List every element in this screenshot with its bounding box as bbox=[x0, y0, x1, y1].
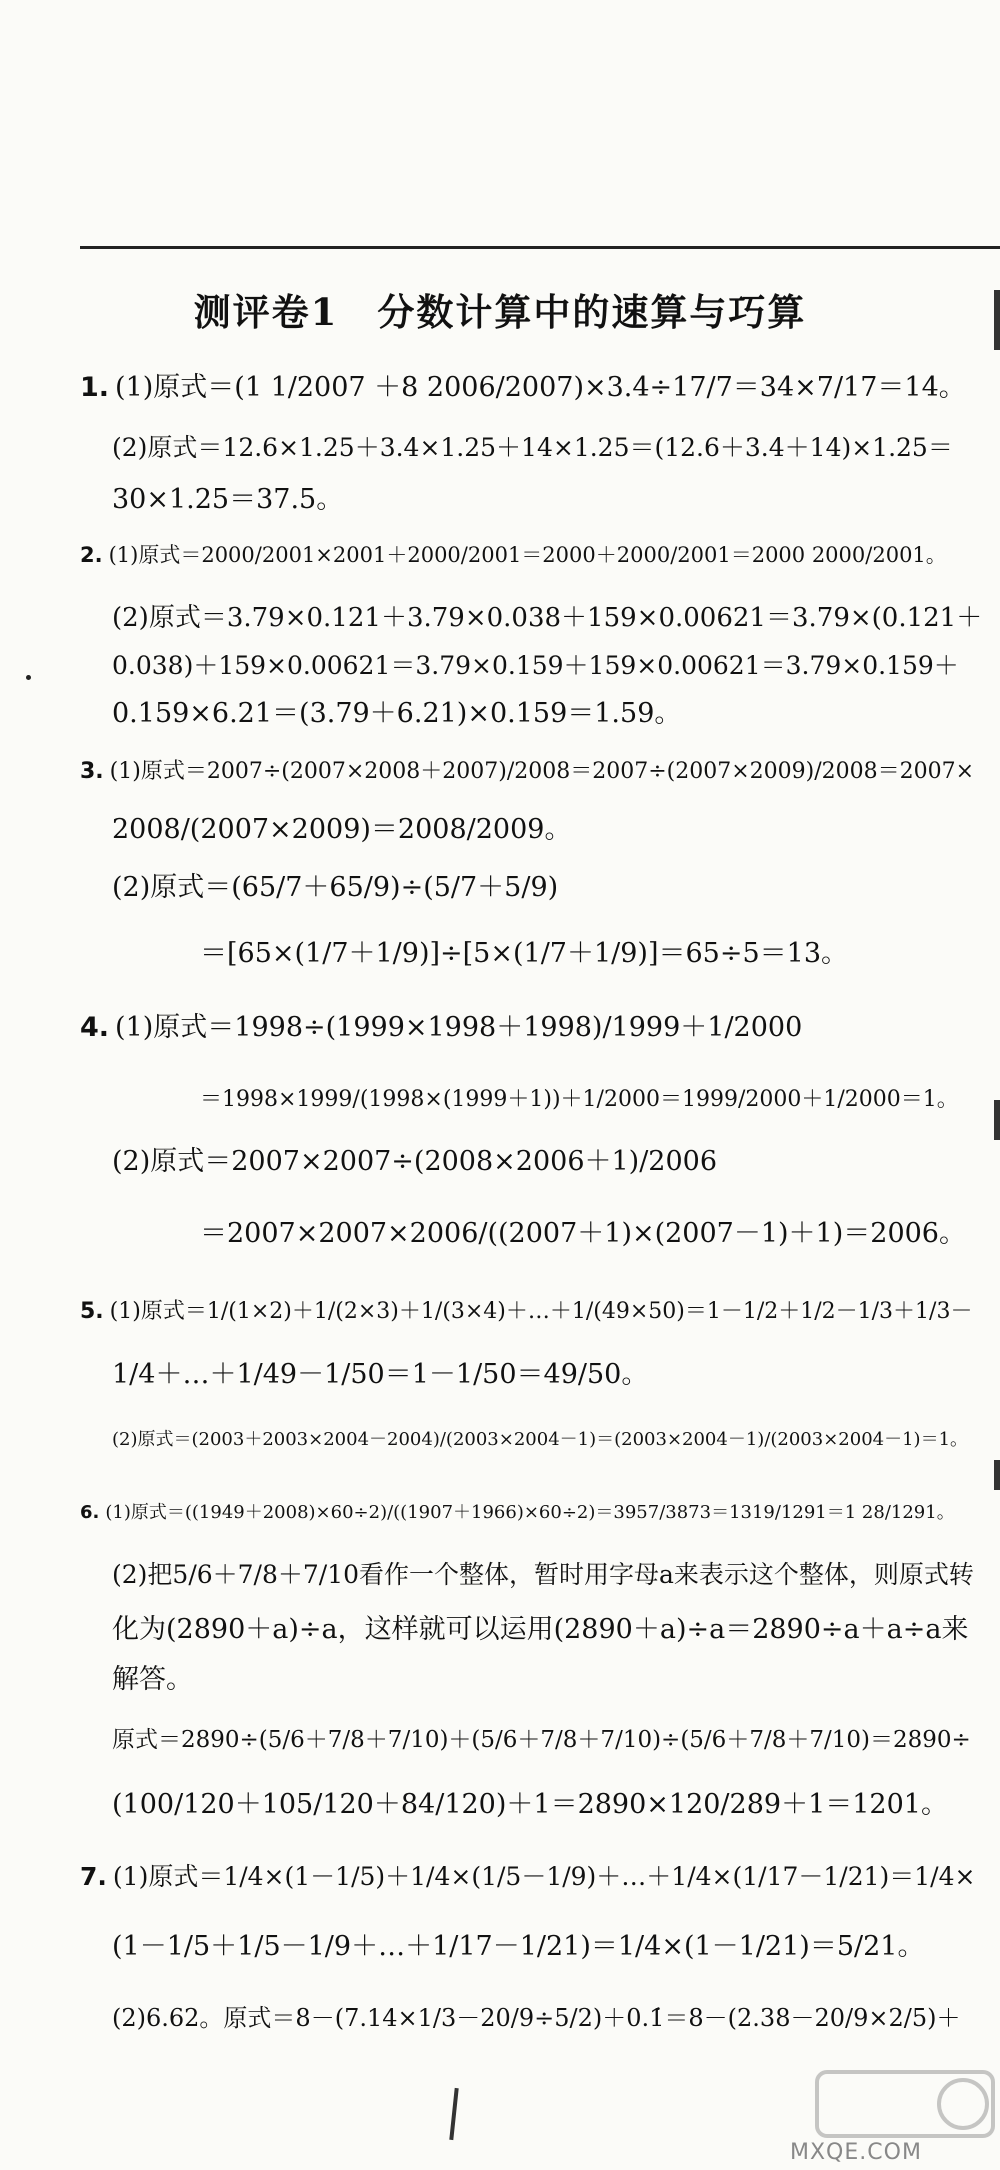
question-number: 3. bbox=[80, 759, 104, 784]
scan-edge bbox=[994, 1100, 1000, 1140]
answer-text: (1)原式＝2000/2001×2001＋2000/2001＝2000＋2000/2001＝2000 2000/2001。 bbox=[108, 543, 947, 567]
answer-line bbox=[80, 1292, 972, 1332]
answer-text: (1)原式＝1/(1×2)＋1/(2×3)＋1/(3×4)＋…＋1/(49×50)＝1－1/2＋1/2－1/3＋1/3－ bbox=[109, 1299, 973, 1324]
answer-line bbox=[80, 1857, 975, 1897]
scan-edge bbox=[994, 290, 1000, 350]
watermark-text: MXQE.COM bbox=[790, 2140, 922, 2165]
answer-line bbox=[112, 646, 959, 686]
question-number: 7. bbox=[80, 1862, 107, 1891]
answer-text: ＝1998×1999/(1998×(1999＋1))＋1/2000＝1999/2000＋1/2000＝1。 bbox=[200, 1087, 959, 1112]
page-title: 测评卷1 分数计算中的速算与巧算 bbox=[193, 290, 807, 334]
answer-line bbox=[112, 480, 343, 520]
answer-text: (2)原式＝(2003＋2003×2004－2004)/(2003×2004－1)＝(2003×2004－1)/(2003×2004－1)＝1。 bbox=[112, 1429, 969, 1450]
scan-edge bbox=[994, 1460, 1000, 1490]
pen-stroke bbox=[449, 2088, 458, 2140]
question-number: 5. bbox=[80, 1299, 104, 1324]
answer-line bbox=[80, 368, 966, 408]
answer-text: (1)原式＝((1949＋2008)×60÷2)/((1907＋1966)×60÷2)＝3957/3873＝1319/1291＝1 28/1291。 bbox=[105, 1502, 955, 1523]
answer-text: 解答。 bbox=[112, 1664, 193, 1695]
answer-text: (2)原式＝3.79×0.121＋3.79×0.038＋159×0.00621＝3.79×(0.121＋ bbox=[112, 603, 983, 633]
answer-text: (1)原式＝(1 1/2007 ＋8 2006/2007)×3.4÷17/7＝34×7/17＝14。 bbox=[115, 372, 966, 403]
answer-line bbox=[80, 752, 974, 792]
answer-text: (1)原式＝2007÷(2007×2008＋2007)/2008＝2007÷(2007×2009)/2008＝2007× bbox=[109, 759, 975, 784]
question-number: 6. bbox=[80, 1502, 100, 1523]
answer-line bbox=[112, 1927, 924, 1967]
answer-text: 化为(2890＋a)÷a，这样就可以运用(2890＋a)÷a＝2890÷a＋a÷a来 bbox=[112, 1614, 969, 1645]
answer-text: (1)原式＝1/4×(1－1/5)＋1/4×(1/5－1/9)＋…＋1/4×(1/17－1/21)＝1/4× bbox=[112, 1862, 976, 1891]
answer-line bbox=[112, 868, 558, 908]
answer-line bbox=[112, 1785, 948, 1825]
answer-text: (2)原式＝12.6×1.25＋3.4×1.25＋14×1.25＝(12.6＋3.4＋14)×1.25＝ bbox=[112, 433, 953, 462]
answer-text: 原式＝2890÷(5/6＋7/8＋7/10)＋(5/6＋7/8＋7/10)÷(5/6＋7/8＋7/10)＝2890÷ bbox=[112, 1727, 971, 1753]
answer-text: (2)6.62。原式＝8－(7.14×1/3－20/9÷5/2)＋0.1̇＝8－(2.38－20/9×2/5)＋ bbox=[112, 2004, 961, 2032]
answer-line bbox=[112, 1420, 968, 1460]
answer-text: (2)原式＝(65/7＋65/9)÷(5/7＋5/9) bbox=[112, 872, 559, 903]
answer-line bbox=[112, 1998, 960, 2038]
answer-line bbox=[112, 1555, 974, 1595]
question-number: 4. bbox=[80, 1012, 110, 1043]
answer-line bbox=[112, 1142, 717, 1182]
answer-line bbox=[80, 1008, 802, 1048]
answer-line bbox=[112, 428, 953, 468]
answer-text: 2008/(2007×2009)＝2008/2009。 bbox=[112, 814, 572, 845]
answer-text: ＝[65×(1/7＋1/9)]÷[5×(1/7＋1/9)]＝65÷5＝13。 bbox=[200, 938, 848, 969]
answer-line bbox=[80, 535, 947, 575]
question-number: 1. bbox=[80, 372, 110, 403]
answer-text: (100/120＋105/120＋84/120)＋1＝2890×120/289＋1＝1201。 bbox=[112, 1789, 948, 1820]
answer-text: (1)原式＝1998÷(1999×1998＋1998)/1999＋1/2000 bbox=[115, 1012, 803, 1043]
answer-line bbox=[112, 1610, 968, 1650]
answer-line bbox=[112, 598, 982, 638]
answer-line bbox=[112, 694, 681, 734]
answer-line bbox=[112, 1355, 648, 1395]
answer-line bbox=[200, 1214, 966, 1254]
answer-line bbox=[200, 934, 848, 974]
answer-text: (2)原式＝2007×2007÷(2008×2006＋1)/2006 bbox=[112, 1146, 718, 1177]
question-number: 2. bbox=[80, 543, 103, 567]
answer-text: 30×1.25＝37.5。 bbox=[112, 484, 344, 515]
header-rule bbox=[80, 246, 1000, 249]
answer-line bbox=[112, 1660, 193, 1700]
answer-text: (1－1/5＋1/5－1/9＋…＋1/17－1/21)＝1/4×(1－1/21)＝5/21。 bbox=[112, 1931, 925, 1962]
answer-text: 0.038)＋159×0.00621＝3.79×0.159＋159×0.00621＝3.79×0.159＋ bbox=[112, 651, 959, 680]
answer-line bbox=[80, 1493, 955, 1533]
answer-line bbox=[112, 1720, 971, 1760]
answer-line bbox=[200, 1080, 959, 1120]
scan-dot bbox=[26, 675, 31, 680]
answer-text: 1/4＋…＋1/49－1/50＝1－1/50＝49/50。 bbox=[112, 1359, 649, 1390]
answer-text: (2)把5/6＋7/8＋7/10看作一个整体，暂时用字母a来表示这个整体，则原式转 bbox=[112, 1560, 974, 1589]
answer-text: 0.159×6.21＝(3.79＋6.21)×0.159＝1.59。 bbox=[112, 698, 682, 729]
answer-line bbox=[112, 810, 571, 850]
answer-text: ＝2007×2007×2006/((2007＋1)×(2007－1)＋1)＝2006。 bbox=[200, 1218, 966, 1249]
